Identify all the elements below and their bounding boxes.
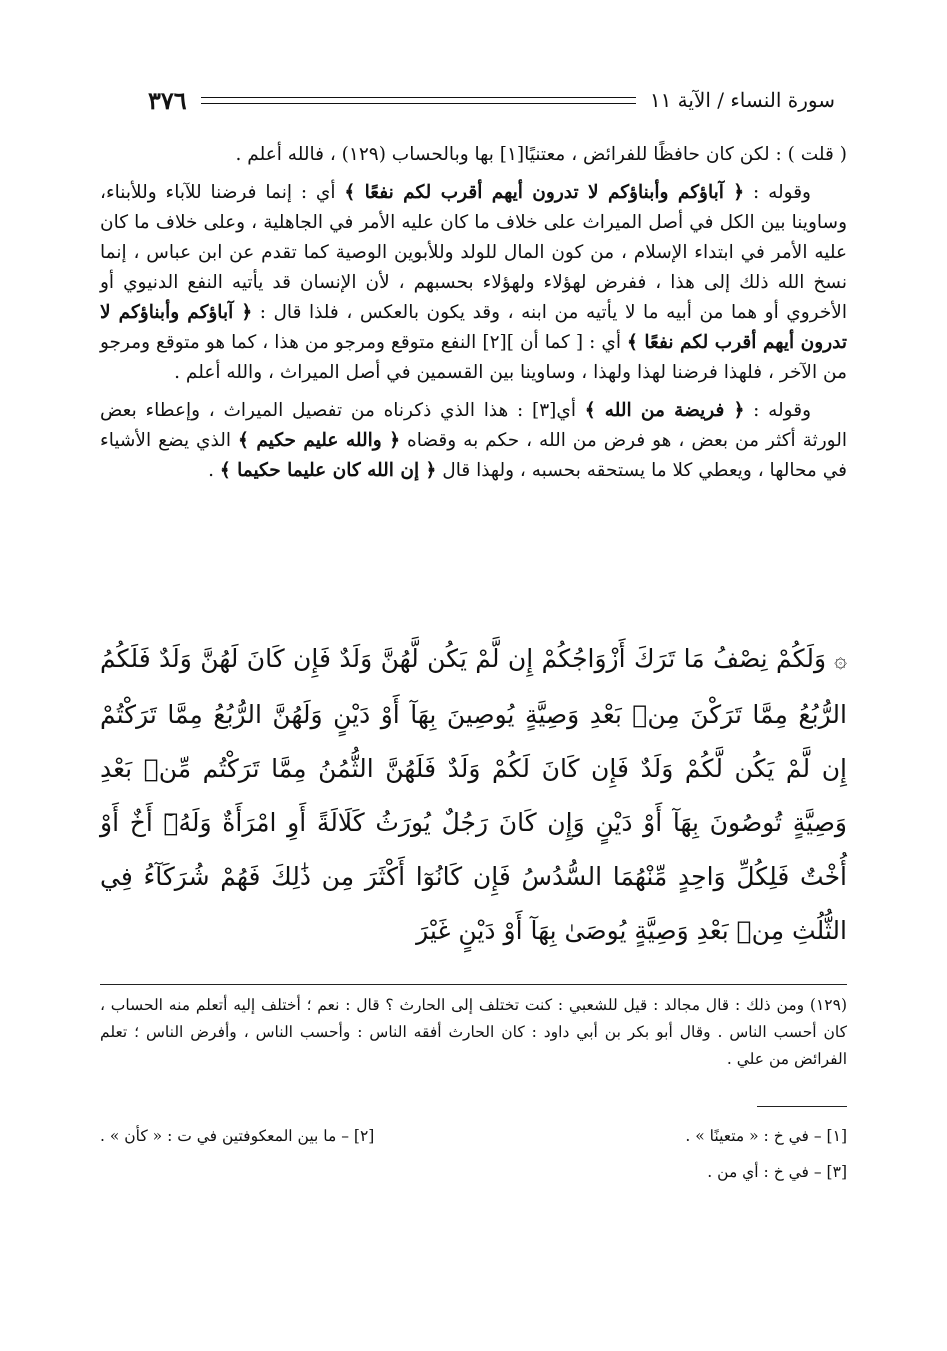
footnote-short-rule (757, 1106, 847, 1107)
numbered-commentary (100, 992, 847, 1073)
running-title: سورة النساء / الآية ١١ (649, 88, 835, 112)
paragraph-text: . (208, 460, 220, 481)
footnote-row (100, 1118, 847, 1154)
page-number: ٣٧٦ (148, 85, 187, 115)
paragraph-text: أي : إنما فرضنا للآباء وللأبناء، وساوينا بين الكل في أصل الميراث على خلاف ما كان عليه الأمر في الجاهلية ، وعلى خلاف ما كان عليه الأمر في ابتداء الإسلام ، من كون المال للولد وللأبوين الوصية كما تقدم عن ابن عباس ، إنما نسخ الله ذلك إلى هذا ، ففرض لهؤلاء ولهؤلاء بحسبهم ، لأن الإنسان قد يأتيه النفع الدنيوي أو الأخروي أو هما من أبيه ما لا يأتيه من ابنه ، وقد يكون بالعكس ، فلذا قال : (100, 182, 847, 323)
paragraph-qultu (100, 140, 847, 170)
footnote-separator (100, 984, 847, 985)
tafsir-body (100, 140, 847, 494)
verse-quote: ﴿ آباؤكم وأبناؤكم لا تدرون أيهم أقرب لكم نفعًا ﴾ (344, 182, 745, 203)
verse-quote: ﴿ والله عليم حكيم ﴾ (237, 430, 401, 451)
verse-quote: ﴿ إن الله كان عليما حكيما ﴾ (219, 460, 437, 481)
paragraph-lead: وقوله : (744, 182, 811, 203)
paragraph-text: أي : [ كما أن ][٢] النفع متوقع ومرجو من هذا ، كما هو متوقع ومرجو من الآخر ، فلهذا فرضنا لهذا ولهذا ، وساوينا بين القسمين في أصل الميراث ، والله أعلم . (100, 332, 847, 383)
footnote-3: [٣] – في خ : أي من . (707, 1163, 847, 1181)
page-header (148, 82, 835, 118)
paragraph-abaukum (100, 178, 847, 388)
quran-text: وَلَكُمْ نِصْفُ مَا تَرَكَ أَزْوَاجُكُمْ إِن لَّمْ يَكُن لَّهُنَّ وَلَدٌ فَإِن كَانَ لَهُنَّ وَلَدٌ فَلَكُمُ الرُّبُعُ مِمَّا تَرَكْنَ مِنۢ بَعْدِ وَصِيَّةٍ يُوصِينَ بِهَآ أَوْ دَيْنٍ وَلَهُنَّ الرُّبُعُ مِمَّا تَرَكْتُمْ إِن لَّمْ يَكُن لَّكُمْ وَلَدٌ فَإِن كَانَ لَكُمْ وَلَدٌ فَلَهُنَّ الثُّمُنُ مِمَّا تَرَكْتُم مِّنۢ بَعْدِ وَصِيَّةٍ تُوصُونَ بِهَآ أَوْ دَيْنٍ وَإِن كَانَ رَجُلٌ يُورَثُ كَلَالَةً أَوِ امْرَأَةٌ وَلَهُۥٓ أَخٌ أَوْ أُخْتٌ فَلِكُلِّ وَاحِدٍ مِّنْهُمَا السُّدُسُ فَإِن كَانُوٓا أَكْثَرَ مِن ذَٰلِكَ فَهُمْ شُرَكَآءُ فِي الثُّلُثِ مِنۢ بَعْدِ وَصِيَّةٍ يُوصَىٰ بِهَآ أَوْ دَيْنٍ غَيْرَ (100, 644, 847, 945)
footnote-row (100, 1154, 847, 1190)
hizb-flower-icon: ۞ (834, 648, 847, 673)
paragraph-lead: وقوله : (744, 400, 812, 421)
paragraph-text: أي[٣] : هذا الذي ذكرناه من تفصيل الميراث ، وإعطاء بعض الورثة أكثر من بعض ، هو فرض من الله ، حكم به وقضاه (100, 400, 847, 451)
quran-verse-block (100, 632, 847, 958)
verse-quote: ﴿ آباؤكم وأبناؤكم لا تدرون أيهم أقرب لكم نفعًا ﴾ (100, 302, 847, 353)
verse-quote: ﴿ فريضة من الله ﴾ (584, 400, 745, 421)
footnote-2: [٢] – ما بين المعكوفتين في ت : « كأن » . (100, 1127, 375, 1145)
paragraph-text: ( قلت ) : لكن كان حافظًا للفرائض ، معتنيًا[١] بها وبالحساب (١٢٩) ، فالله أعلم . (235, 144, 847, 165)
paragraph-faridah (100, 396, 847, 486)
footnote-1: [١] – في خ : « متعينًا » . (685, 1127, 847, 1145)
paragraph-text: الذي يضع الأشياء في محالها ، ويعطي كلا ما يستحقه بحسبه ، ولهذا قال (100, 430, 847, 481)
commentary-text: (١٢٩) ومن ذلك : قال مجالد : قيل للشعبي : كنت تختلف إلى الحارث ؟ قال : نعم ؛ أختلف إليه أتعلم منه الحساب ، كان أحسب الناس . وقال أبو بكر بن أبي داود : كان الحارث أفقه الناس : وأحسب الناس ، وأفرض الناس ؛ تعلم الفرائض من علي . (100, 996, 847, 1068)
footnotes (100, 1118, 847, 1190)
header-rule (201, 97, 636, 104)
